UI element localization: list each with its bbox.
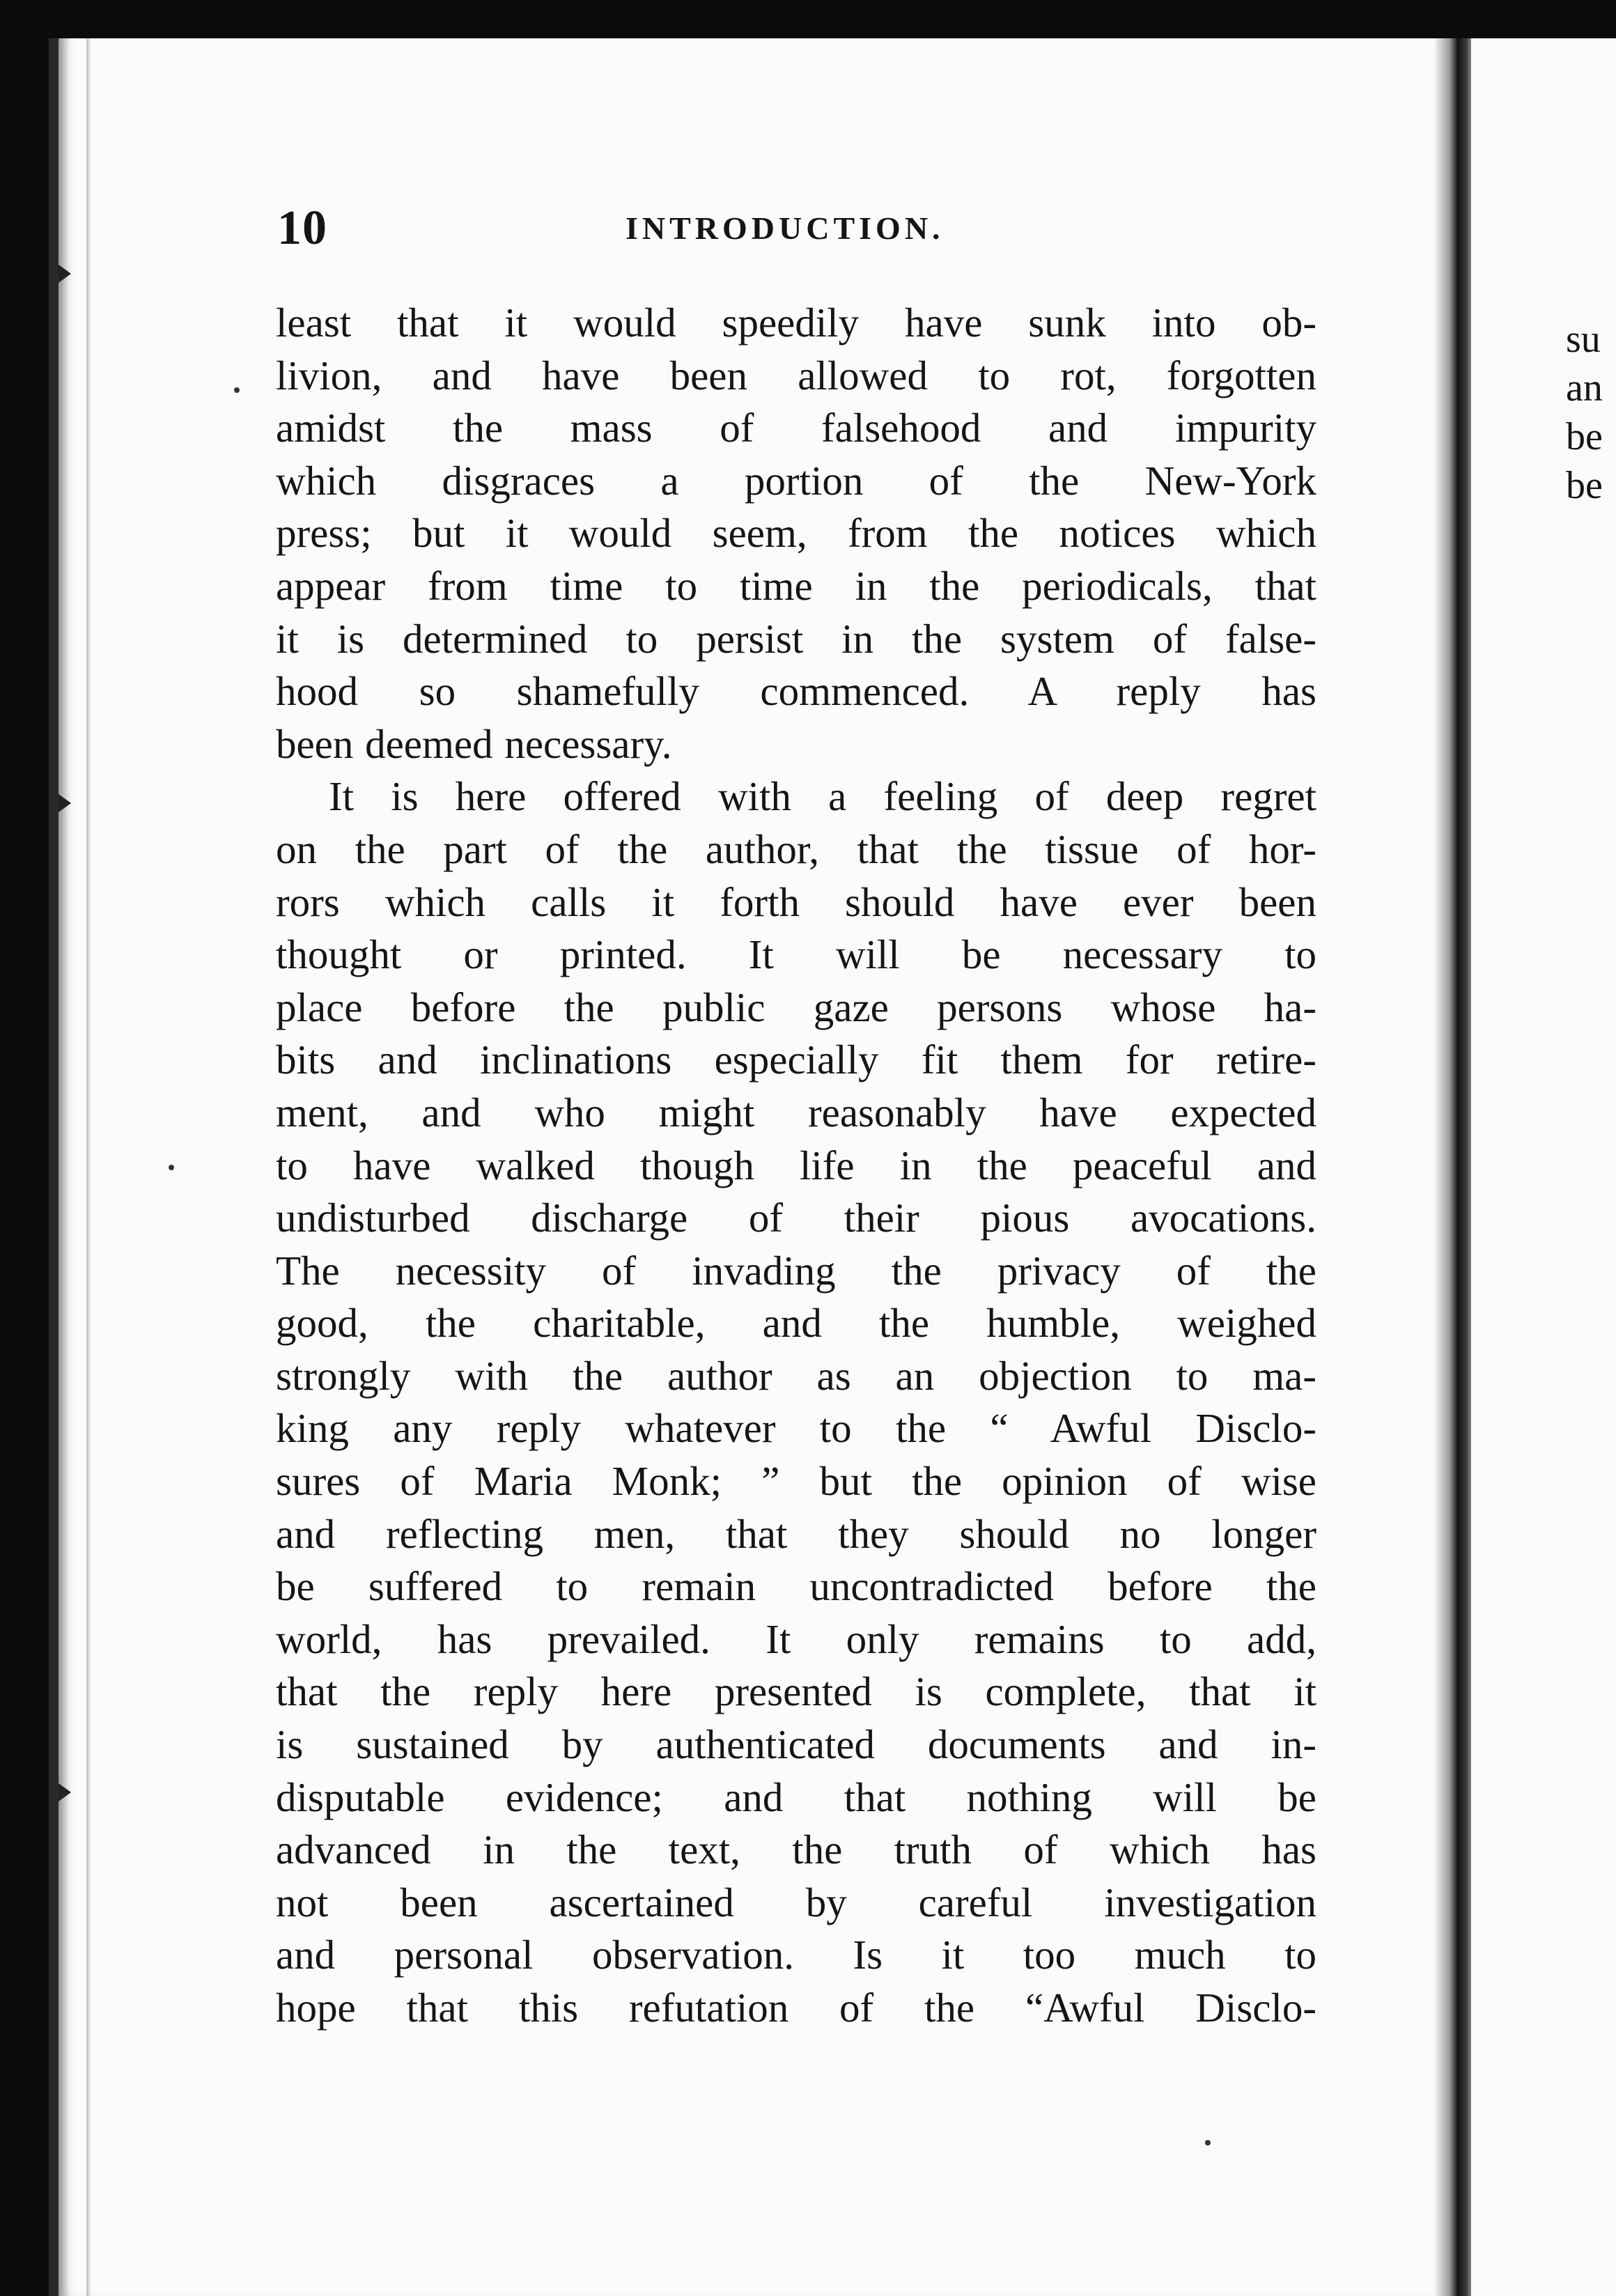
text-line: thought or printed. It will be necessary to [276, 931, 1316, 978]
text-line: rors which calls it forth should have ever been [276, 878, 1316, 925]
facing-page-fragment: be [1566, 415, 1603, 458]
text-line: hood so shamefully commenced. A reply has [276, 668, 1316, 715]
text-line: amidst the mass of falsehood and impurity [276, 405, 1316, 451]
text-line: and reflecting men, that they should no longer [276, 1510, 1316, 1557]
text-line: that the reply here presented is complete, that it [276, 1668, 1316, 1715]
text-line: not been ascertained by careful investigation [276, 1879, 1316, 1925]
paragraph-start-line: It is here offered with a feeling of deep regret [329, 773, 1316, 820]
text-line: to have walked though life in the peaceful and [276, 1142, 1316, 1188]
body-text [276, 297, 1316, 2035]
running-head [277, 201, 1336, 256]
book-gutter [1435, 38, 1477, 2296]
ink-speck [169, 1165, 174, 1170]
text-line: livion, and have been allowed to rot, forgotten [276, 352, 1316, 398]
text-line: bits and inclinations especially fit them for retire- [276, 1037, 1316, 1083]
text-line: be suffered to remain uncontradicted before the [276, 1563, 1316, 1610]
text-line: advanced in the text, the truth of which has [276, 1826, 1316, 1873]
text-line: The necessity of invading the privacy of the [276, 1247, 1316, 1294]
facing-page-fragment: be [1566, 464, 1603, 507]
text-line: sures of Maria Monk; ” but the opinion of wise [276, 1458, 1316, 1505]
facing-page-fragment: su [1566, 318, 1601, 361]
text-line: is sustained by authenticated documents and in- [276, 1721, 1316, 1768]
ink-speck [1205, 2140, 1211, 2146]
text-line: undisturbed discharge of their pious avocations. [276, 1195, 1316, 1241]
text-line: hope that this refutation of the “Awful Disclo- [276, 1985, 1316, 2031]
running-title: INTRODUCTION. [626, 210, 945, 246]
text-line: which disgraces a portion of the New-York [276, 457, 1316, 504]
text-line: strongly with the author as an objection to ma- [276, 1352, 1316, 1399]
text-line: it is determined to persist in the system of false- [276, 615, 1316, 662]
facing-page-fragment: an [1566, 366, 1603, 410]
text-line: ment, and who might reasonably have expected [276, 1089, 1316, 1135]
text-line: place before the public gaze persons whose ha- [276, 984, 1316, 1030]
page-number: 10 [277, 201, 327, 255]
text-line: good, the charitable, and the humble, weighed [276, 1300, 1316, 1347]
ink-speck [234, 387, 240, 393]
text-line: press; but it would seem, from the notices which [276, 510, 1316, 557]
text-line: disputable evidence; and that nothing will be [276, 1774, 1316, 1820]
paragraph-end-line: been deemed necessary. [276, 720, 672, 767]
text-line: on the part of the author, that the tissue of hor- [276, 825, 1316, 872]
text-line: world, has prevailed. It only remains to add, [276, 1615, 1316, 1662]
text-line: least that it would speedily have sunk into ob- [276, 300, 1316, 346]
text-line: appear from time to time in the periodicals, that [276, 562, 1316, 609]
text-line: king any reply whatever to the “ Awful Disclo- [276, 1405, 1316, 1452]
text-line: and personal observation. Is it too much to [276, 1932, 1316, 1978]
